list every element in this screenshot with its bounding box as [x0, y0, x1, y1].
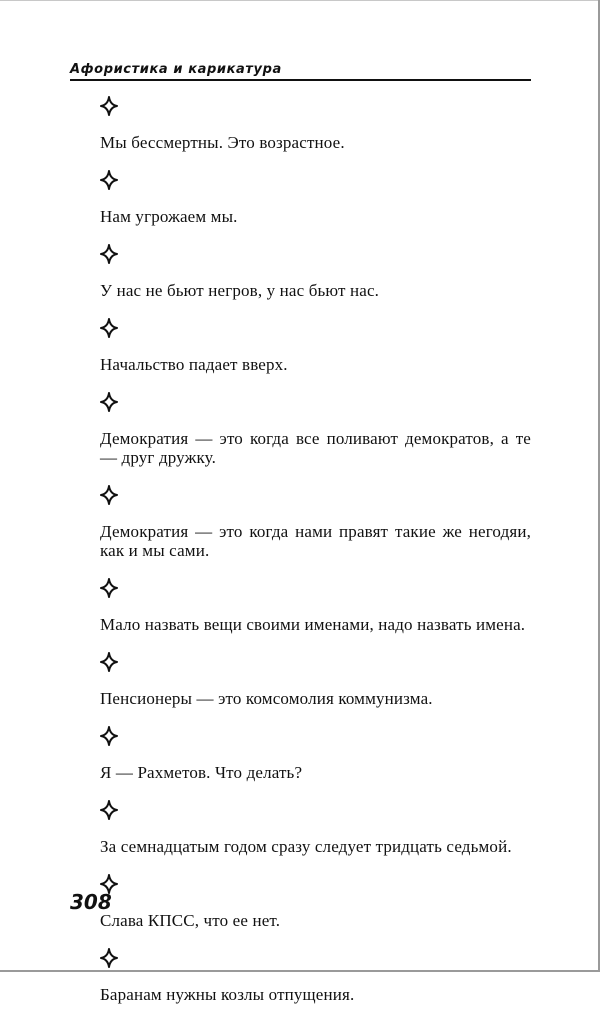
aphorism-text: Демократия — это когда нами правят такие же негодяи, как и мы сами. — [100, 522, 531, 560]
four-point-star-icon — [100, 578, 118, 598]
four-point-star-icon — [100, 652, 118, 672]
four-point-star-icon — [100, 244, 118, 264]
aphorism-item — [100, 96, 531, 152]
aphorism-text: Баранам нужны козлы отпущения. — [100, 985, 355, 1004]
aphorism-item — [100, 170, 531, 226]
four-point-star-icon — [100, 726, 118, 746]
aphorism-item — [100, 244, 531, 300]
aphorism-text: Нам угрожаем мы. — [100, 207, 238, 226]
aphorism-text: Начальство падает вверх. — [100, 355, 288, 374]
aphorism-item — [100, 726, 531, 782]
aphorism-text: Пенсионеры — это комсомолия коммунизма. — [100, 689, 433, 708]
aphorism-text: Слава КПСС, что ее нет. — [100, 911, 281, 930]
aphorism-text: За семнадцатым годом сразу следует тридцать седьмой. — [100, 837, 512, 856]
four-point-star-icon — [100, 96, 118, 116]
four-point-star-icon — [100, 318, 118, 338]
aphorism-item — [100, 948, 531, 1004]
aphorism-item — [100, 485, 531, 560]
page-number: 308 — [70, 890, 112, 914]
aphorism-text: Мы бессмертны. Это возрастное. — [100, 133, 345, 152]
running-head: Афористика и карикатура — [70, 62, 282, 77]
four-point-star-icon — [100, 948, 118, 968]
aphorism-item — [100, 318, 531, 374]
aphorism-text: У нас не бьют негров, у нас бьют нас. — [100, 281, 380, 300]
aphorism-item — [100, 800, 531, 856]
four-point-star-icon — [100, 800, 118, 820]
aphorism-text: Я — Рахметов. Что делать? — [100, 763, 303, 782]
aphorism-list — [100, 96, 531, 1022]
aphorism-text: Демократия — это когда все поливают демократов, а те — друг дружку. — [100, 429, 531, 467]
running-head-rule — [70, 79, 531, 81]
four-point-star-icon — [100, 392, 118, 412]
four-point-star-icon — [100, 485, 118, 505]
aphorism-item — [100, 874, 531, 930]
four-point-star-icon — [100, 170, 118, 190]
page-edge-top — [0, 0, 600, 1]
aphorism-item — [100, 652, 531, 708]
aphorism-item — [100, 392, 531, 467]
aphorism-text: Мало назвать вещи своими именами, надо назвать имена. — [100, 615, 526, 634]
aphorism-item — [100, 578, 531, 634]
